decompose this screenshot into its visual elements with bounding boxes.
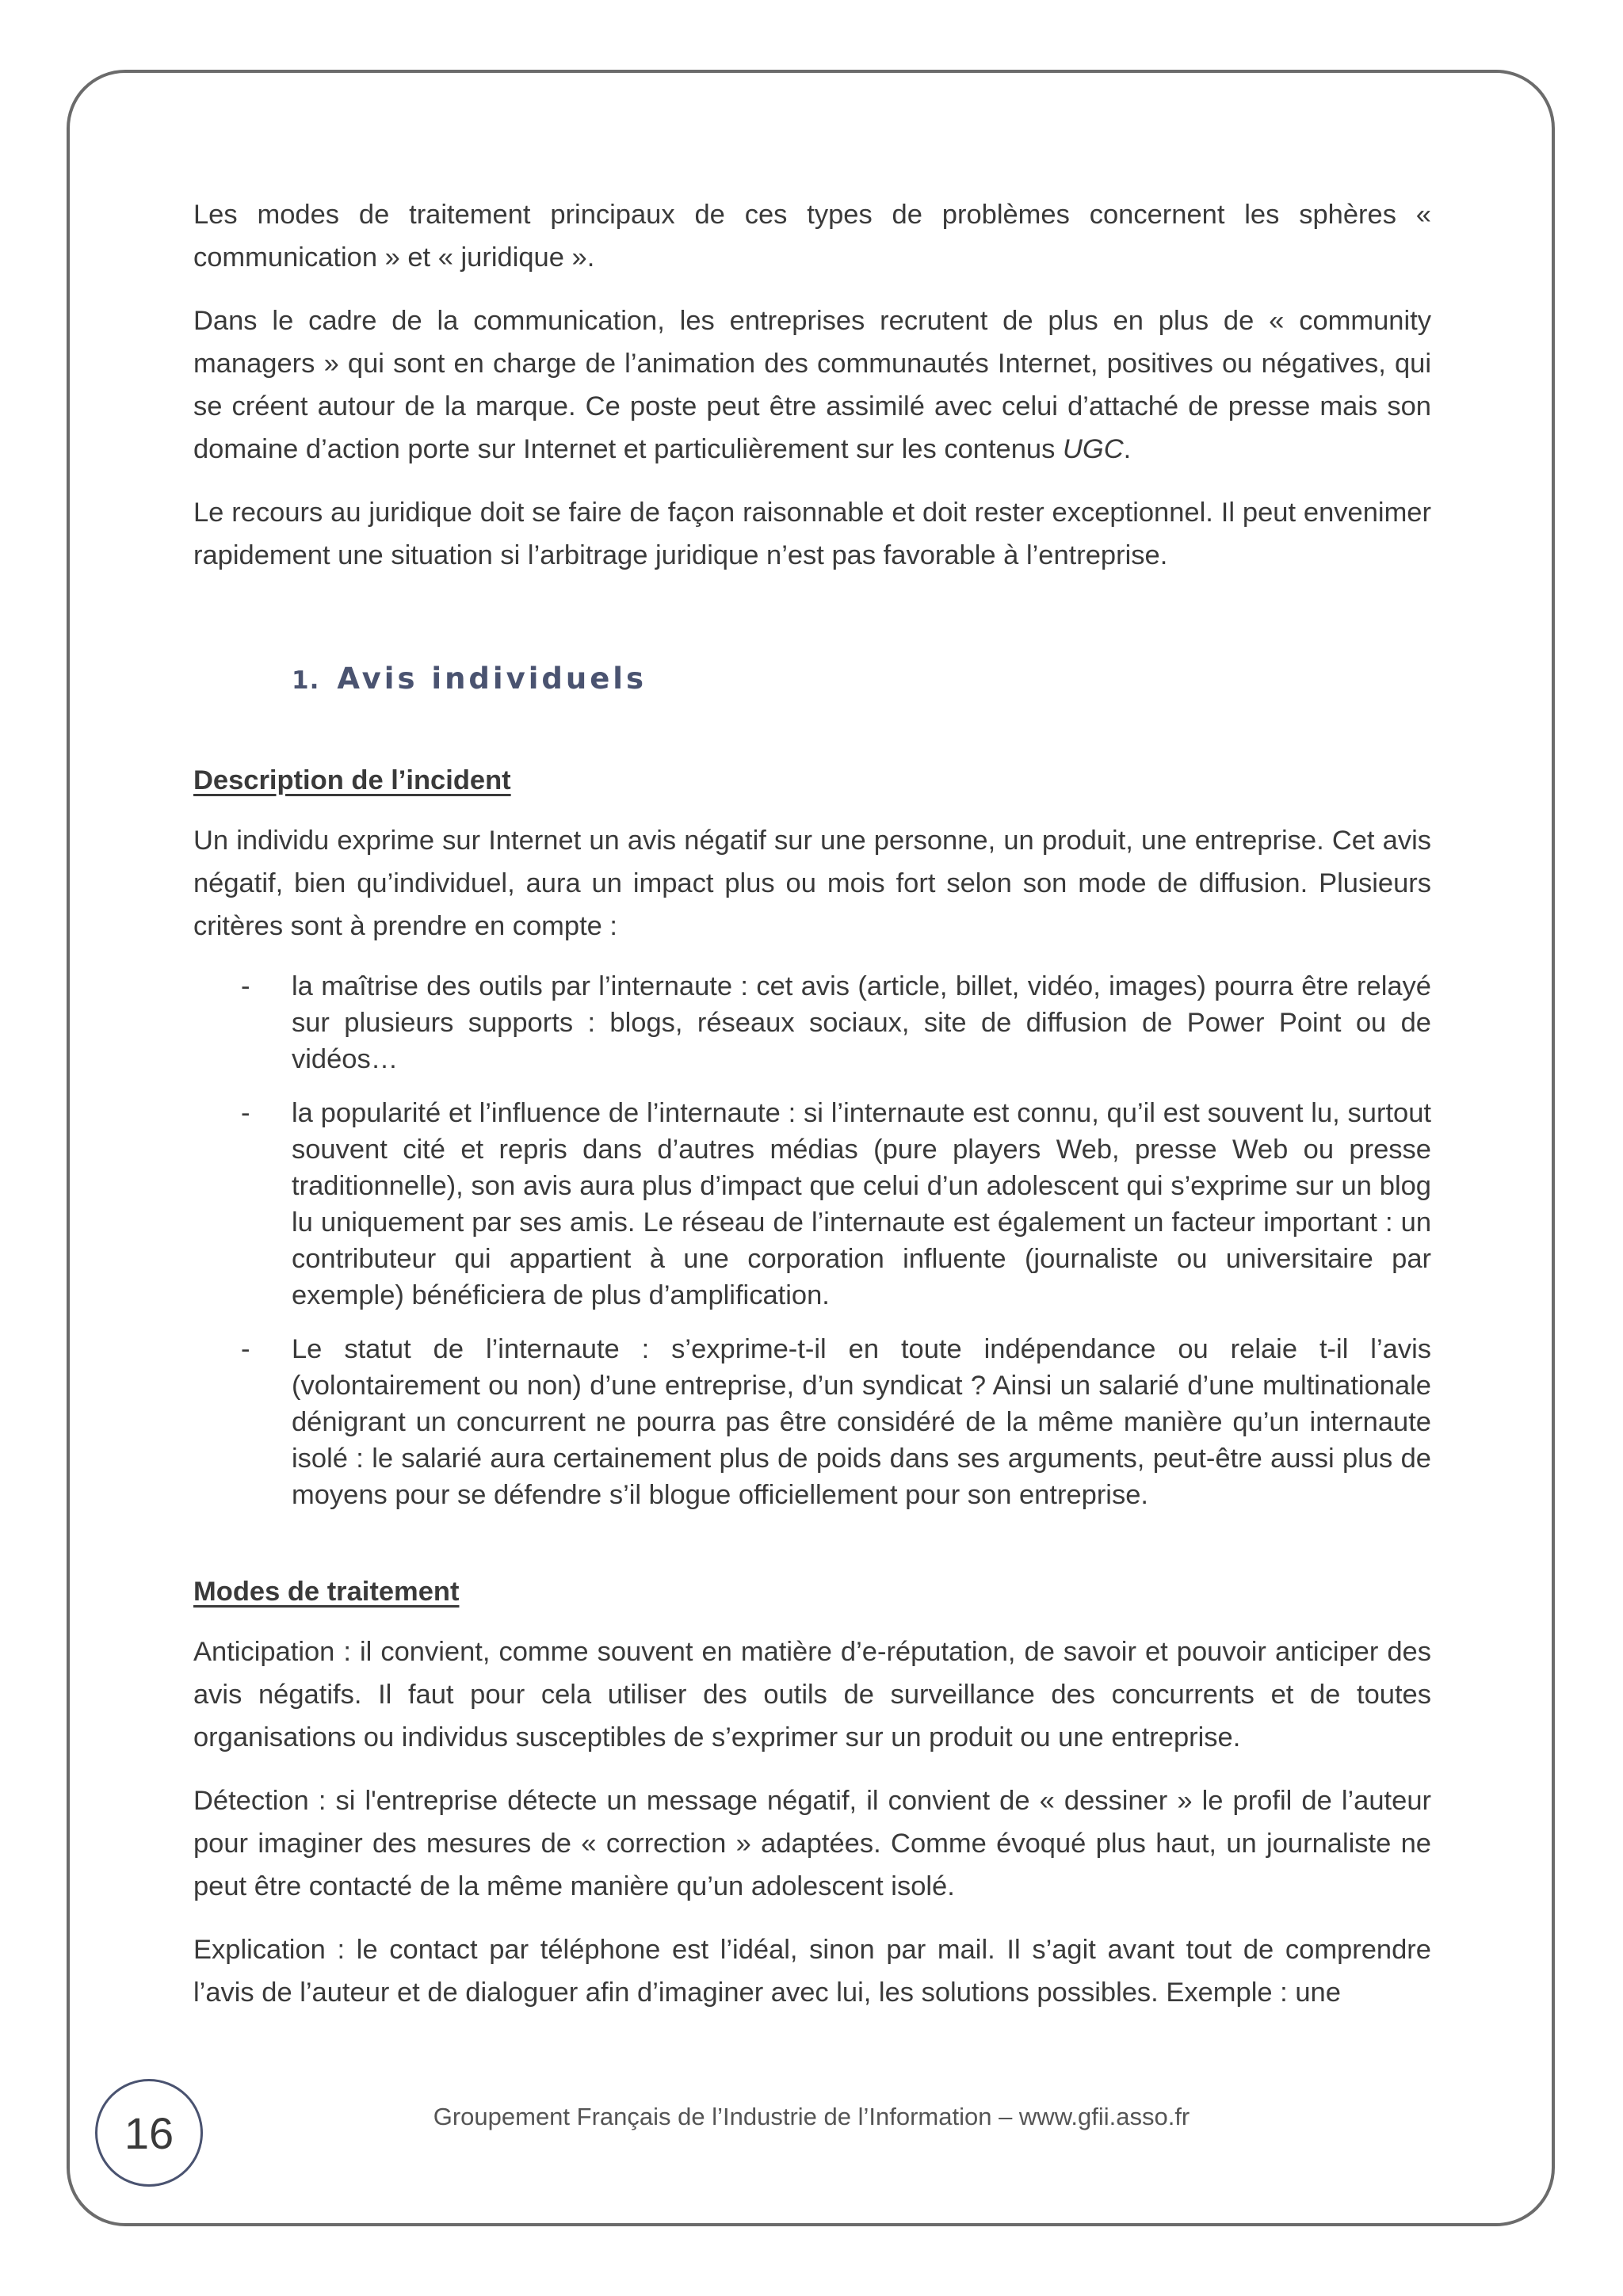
intro-paragraph-1: Les modes de traitement principaux de ces types de problèmes concernent les sphères « communication » et « juridique ».: [193, 200, 1431, 273]
description-heading: Description de l’incident: [193, 765, 511, 795]
intro-paragraph-3: Le recours au juridique doit se faire de façon raisonnable et doit rester exceptionnel. Il peut envenimer rapidement une situation si l’arbitrage juridique n’est pas favorable à l’entreprise.: [193, 498, 1431, 570]
page-content: [193, 193, 1431, 2035]
criteria-item: [193, 968, 1431, 1077]
section-title: Avis individuels: [337, 662, 647, 696]
criteria-list: [193, 968, 1431, 1513]
bullet-dash: -: [241, 1334, 250, 1364]
description-intro: Un individu exprime sur Internet un avis négatif sur une personne, un produit, une entreprise. Cet avis négatif, bien qu’individuel, aura un impact plus ou mois fort selon son mode de diffusion. Plusieurs critères sont à prendre en compte :: [193, 826, 1431, 941]
criteria-text: la maîtrise des outils par l’internaute : cet avis (article, billet, vidéo, images) pourra être relayé sur plusieurs supports : blogs, réseaux sociaux, site de diffusion de Power Point ou de vidéos…: [292, 971, 1431, 1074]
criteria-text: Le statut de l’internaute : s’exprime-t-il en toute indépendance ou relaie t-il l’avis (volontairement ou non) d’une entreprise, d’un syndicat ? Ainsi un salarié d’une multinationale dénigrant un concurrent ne pourra pas être considéré de la même manière qu’un internaute isolé : le salarié aura certainement plus de poids dans ses arguments, peut-être aussi plus de moyens pour se défendre s’il blogue officiellement pour son entreprise.: [292, 1334, 1431, 1510]
intro-paragraph-2-end: .: [1123, 434, 1132, 464]
treatment-paragraph: Détection : si l'entreprise détecte un message négatif, il convient de « dessiner » le profil de l’auteur pour imaginer des mesures de « correction » adaptées. Comme évoqué plus haut, un journaliste ne peut être contacté de la même manière qu’un adolescent isolé.: [193, 1786, 1431, 1901]
page-number: 16: [124, 2107, 174, 2158]
criteria-text: la popularité et l’influence de l’internaute : si l’internaute est connu, qu’il est souvent lu, surtout souvent cité et repris dans d’autres médias (pure players Web, presse Web ou presse traditionnelle), son avis aura plus d’impact que celui d’un adolescent qui s’exprime sur un blog lu uniquement par ses amis. Le réseau de l’internaute est également un facteur important : un contributeur qui appartient à une corporation influente (journaliste ou universitaire par exemple) bénéficiera de plus d’amplification.: [292, 1098, 1431, 1310]
page-number-badge: [95, 2079, 203, 2187]
criteria-item: [193, 1331, 1431, 1513]
intro-paragraph-2: [193, 299, 1431, 471]
footer-text: Groupement Français de l’Industrie de l’Information – www.gfii.asso.fr: [433, 2103, 1190, 2130]
bullet-dash: -: [241, 1098, 250, 1128]
treatment-paragraph: Anticipation : il convient, comme souvent en matière d’e-réputation, de savoir et pouvoir anticiper des avis négatifs. Il faut pour cela utiliser des outils de surveillance des concurrents et de toutes organisations ou individus susceptibles de s’exprimer sur un produit ou une entreprise.: [193, 1637, 1431, 1753]
ugc-term: UGC: [1062, 434, 1124, 464]
treatment-paragraph: Explication : le contact par téléphone est l’idéal, sinon par mail. Il s’agit avant tout de comprendre l’avis de l’auteur et de dialoguer afin d’imaginer avec lui, les solutions possibles. Exemple : une: [193, 1935, 1431, 2008]
bullet-dash: -: [241, 971, 250, 1001]
intro-paragraph-2-text: Dans le cadre de la communication, les entreprises recrutent de plus en plus de « community managers » qui sont en charge de l’animation des communautés Internet, positives ou négatives, qui se créent autour de la marque. Ce poste peut être assimilé avec celui d’attaché de presse mais son domaine d’action porte sur Internet et particulièrement sur les contenus: [193, 306, 1431, 464]
section-heading: [292, 658, 1431, 702]
criteria-item: [193, 1095, 1431, 1314]
treatment-heading: Modes de traitement: [193, 1577, 460, 1607]
section-number: 1.: [292, 666, 320, 695]
